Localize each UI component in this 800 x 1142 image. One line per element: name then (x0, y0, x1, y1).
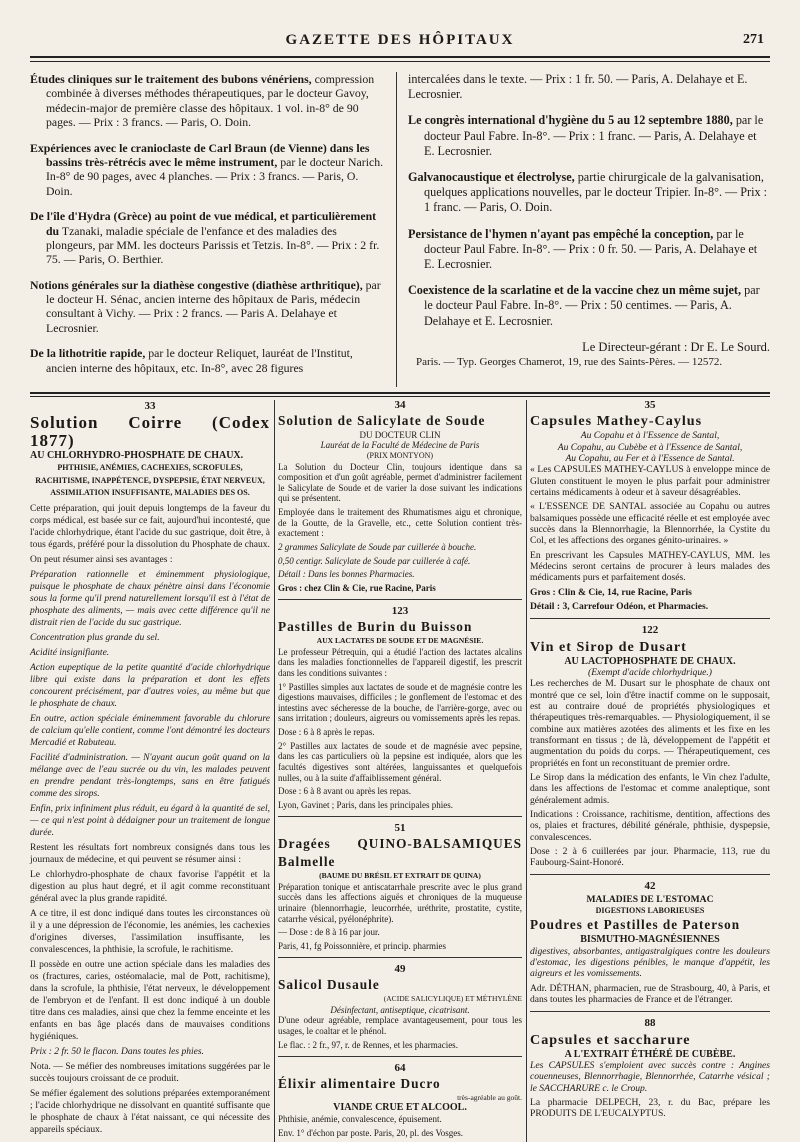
page-number: 271 (743, 32, 764, 47)
bib-entry-text: par le docteur Reliquet, lauréat de l'Institut, ancien interne des hôpitaux, etc. In-8°, avec 28 figures (46, 346, 353, 375)
ads-top-rule-thin (30, 396, 770, 397)
ad-column-divider (526, 400, 527, 1142)
ad-column-divider (274, 400, 275, 1142)
ad-note: très-agréable au goût. (457, 1092, 522, 1102)
ad-paragraph: A ce titre, il est donc indiqué dans toutes les circonstances où il y a une dépression de l'économie, les anémies, les cachexies d'origines diverses, l'assimilation insuffisante, les convalescences, la phthisie, la scrofule, le rachitisme. (30, 908, 270, 955)
ad-body (30, 503, 270, 1136)
ad-paragraph: Les recherches de M. Dusart sur le phosphate de chaux ont montré que ce sel, loin d'être inactif comme on le supposait, est au contraire doué de propriétés physiologiques et thérapeutiques très-remarquables. — Physiologiquement, il se combine aux matières azotées des aliments et les fixe en les transformant en tissus ; de là, développement de l'appétit et augmentation du poids du corps. — Thérapeutiquement, ces propriétés en font un reconstituant de premier ordre. (530, 678, 770, 769)
ad-paragraph: Paris, 41, fg Poissonnière, et princip. pharmies (278, 940, 446, 951)
bib-entry (408, 227, 770, 273)
journal-title: GAZETTE DES HÔPITAUX (285, 32, 515, 48)
ad-column-1 (30, 400, 270, 1139)
ad-paragraph: La Solution du Docteur Clin, toujours identique dans sa composition et d'un goût agréable, permet d'administrer facilement le Salicylate de Soude et de varier la dose suivant les indications qui se présentent. (278, 461, 522, 504)
ad-number: 33 (144, 400, 156, 412)
printer-line: Paris. — Typ. Georges Chamerot, 19, rue des Saints-Pères. — 12572. (416, 356, 723, 369)
ad-line: Au Copahu et à l'Essence de Santal, (580, 430, 720, 442)
bib-entry (408, 283, 770, 329)
ad-paragraph: Nota. — Se méfier des nombreuses imitations suggérées par le succès toujours croissant de ce produit. (30, 1061, 270, 1084)
ad-balmelle (278, 835, 522, 958)
ad-paragraph: Dose : 6 à 8 avant ou après les repas. (278, 786, 411, 797)
ad-column-2 (278, 400, 522, 1141)
ad-title: MALADIES DE L'ESTOMAC (586, 893, 714, 905)
ad-paragraph: Se méfier également des solutions préparées extemporanément ; l'acide chlorhydrique ne dissolvant en quantité suffisante que le phosphate de chaux à l'état naissant, ce qui nécessite des appareils spéciaux. (30, 1088, 270, 1135)
bib-entry-text: partie chirurgicale de la galvanisation, quelques applications nouvelles, par le docteur Tripier. In-8°. — Prix : 1 franc. — Paris, O. Doin. (424, 170, 768, 215)
ad-paragraph: « Les CAPSULES MATHEY-CAYLUS à enveloppe mince de Gluten constituent le moyen le plus parfait pour administrer certains médicaments à odeur et à saveur désagréables. (530, 464, 770, 498)
ad-burin (278, 618, 522, 817)
ad-paragraph: La pharmacie DELPECH, 23, r. du Bac, prépare les PRODUITS DE L'EUCALYPTUS. (530, 1097, 770, 1120)
ad-paragraph: — Dose : de 8 à 16 par jour. (278, 927, 380, 938)
ad-address: Gros : chez Clin & Cie, rue Racine, Paris (278, 582, 436, 593)
bib-entry-title: De l'île d'Hydra (Grèce) au point de vue médical, et particulièrement du (30, 209, 377, 238)
ad-paragraph: Action eupeptique de la petite quantité d'acide chlorhydrique libre qui existe dans la préparation et dont les effets concourent précisément, par d'autres voies, au même but que le phosphate de chaux. (30, 662, 270, 709)
ad-paterson (530, 894, 770, 1013)
ad-subtitle: AU CHLORHYDRO-PHOSPHATE DE CHAUX. (30, 449, 244, 461)
header-rule (30, 56, 770, 58)
bib-entry-text: par le docteur H. Sénac, ancien interne des hôpitaux de Paris, médecin consultant à Vichy. — Prix : 2 francs. — Paris A. Delahaye et Lecrosnier. (46, 277, 381, 335)
ad-paragraph: Il possède en outre une action spéciale dans les maladies des os (fractures, caries, ostéomalacie, mal de Pott, rachitisme), dans la scrofule, la phthisie, l'état nerveux, le développement de l'embryon et de l'enfant. Il est donc indiqué à un double titre dans ces maladies, ainsi que chez la femme enceinte et les enfants en bas âge placés dans de mauvaises conditions hygiéniques. (30, 959, 270, 1042)
bib-entry-text: par le docteur Narich. In-8° de 90 pages, avec 4 planches. — Prix : 3 francs. — Paris, O. Doin. (46, 154, 384, 198)
ad-paragraph: 2 grammes Salicylate de Soude par cuillerée à bouche. (278, 541, 477, 552)
ad-number: 42 (644, 880, 656, 893)
ad-subtitle: (BAUME DU BRÉSIL ET EXTRAIT DE QUINA) (319, 871, 481, 880)
ad-number: 64 (394, 1062, 406, 1075)
ad-paragraph: 2° Pastilles aux lactates de soude et de magnésie avec pepsine, dans les cas particuliers où la pepsine est indiquée, alors que les facultés digestives sont altérées, languissantes et quelquefois nulles, ou à la suite d'affaiblissement général. (278, 740, 522, 783)
bib-entry-title: Notions générales sur la diathèse congestive (diathèse arthritique), (30, 277, 363, 292)
ad-paragraph: Le flac. : 2 fr., 97, r. de Rennes, et les pharmacies. (278, 1039, 458, 1050)
bib-entry-text: par le docteur Paul Fabre. In-8°. — Prix : 1 franc. — Paris, A. Delahaye et E. Lecrosnier. (424, 113, 764, 158)
ad-paragraph: Détail : Dans les bonnes Pharmacies. (278, 569, 415, 580)
ad-number: 35 (644, 399, 656, 411)
ad-paragraph: Dose : 2 à 6 cuillerées par jour. Pharmacie, 113, rue du Faubourg-Saint-Honoré. (530, 845, 770, 869)
ad-paragraph: En outre, action spéciale éminemment favorable du chlorure de calcium qu'elle contient, comme l'ont démontré les docteurs Mercadié et Rabuteau. (30, 713, 270, 748)
ad-number: 51 (394, 822, 406, 835)
ad-subtitle: VIANDE CRUE ET ALCOOL. (333, 1102, 467, 1114)
ads-top-rule (30, 392, 770, 394)
ad-heading: Dragées QUINO-BALSAMIQUES Balmelle (278, 836, 522, 869)
ad-paragraph: Lyon, Gavinet ; Paris, dans les principales phies. (278, 799, 453, 810)
ad-paragraph: Le chlorhydro-phosphate de chaux favorise l'appétit et la digestion au plus haut degré, et il agit comme reconstituant général avec la plus grande rapidité. (30, 869, 270, 904)
ad-paragraph: Dose : 6 à 8 après le repas. (278, 727, 375, 737)
ad-indications: PHTHISIE, ANÉMIES, CACHEXIES, SCROFULES, RACHITISME, INAPPÉTENCE, DYSPEPSIE, ÉTAT NERVEUX, ASSIMILATION INSUFFISANTE, MALADIES DES OS. (35, 463, 265, 498)
bib-entry-title: De la lithotritie rapide, (30, 346, 146, 361)
bibliography-section (30, 72, 770, 387)
ad-heading: Solution Coirre (Codex 1877) (30, 412, 270, 450)
ad-line: Au Copahu, au Fer et à l'Essence de Santal. (565, 452, 735, 464)
ad-heading: Poudres et Pastilles de Paterson (530, 917, 741, 933)
ad-paragraph: Préparation rationnelle et éminemment physiologique, puisque le phosphate de chaux pénètre ainsi dans l'économie sous la forme qu'il prend naturellement lorsqu'il est à l'état de phosphate des aliments, — mais avec cette différence qu'il ne distrait rien de l'acide du suc gastrique. (30, 569, 270, 628)
ad-dusart (530, 638, 770, 876)
header-rule-thin (30, 61, 770, 62)
bib-entry-text: intercalées dans le texte. — Prix : 1 fr. 50. — Paris, A. Delahaye et E. Lecrosnier. (408, 72, 748, 102)
ad-dusaule (278, 976, 522, 1057)
ad-paragraph: Concentration plus grande du sel. (30, 632, 160, 643)
ad-heading: Pastilles de Burin du Buisson (278, 619, 473, 634)
ad-prize: (PRIX MONTYON) (366, 450, 434, 460)
ad-paragraph: Facilité d'administration. — N'ayant aucun goût quand on la mélange avec de l'eau sucrée ou du vin, les malades peuvent en prendre pendant très-longtemps, sans en être fatigués comme des sirops. (30, 752, 270, 799)
ad-paragraph: Acidité insignifiante. (30, 647, 110, 658)
bib-entry-text: compression combinée à diverses méthodes thérapeutiques, par le docteur Gavoy, médecin-major de première classe des hôpitaux. 1 vol. in-8° de 90 pages. — Prix : 3 francs. — Paris, O. Doin. (46, 72, 375, 130)
ad-paragraph: En prescrivant les Capsules MATHEY-CAYLUS, MM. les Médecins seront certains de procurer à leurs malades des médicaments purs et parfaitement dosés. (530, 549, 770, 584)
ad-paragraph: Employée dans le traitement des Rhumatismes aigu et chronique, de la Goutte, de la Gravelle, etc., cette Solution contient très-exactement : (278, 507, 522, 539)
ad-ducro (278, 1075, 522, 1139)
ad-subtitle: A L'EXTRAIT ÉTHÉRÉ DE CUBÈBE. (564, 1048, 736, 1060)
ad-salicylate (278, 412, 522, 601)
bib-entry-title: Coexistence de la scarlatine et de la vaccine chez un même sujet, (408, 283, 742, 298)
ad-paragraph: 0,50 centigr. Salicylate de Soude par cuillerée à café. (278, 555, 471, 566)
ad-paragraph: Env. 1° d'échon par poste. Paris, 20, pl. des Vosges. (278, 1127, 464, 1138)
ad-number: 34 (394, 399, 406, 411)
bib-entry-title: Persistance de l'hymen n'ayant pas empêché la conception, (408, 226, 714, 241)
ad-subtitle: DIGESTIONS LABORIEUSES (595, 906, 705, 916)
ad-heading: Élixir alimentaire Ducro (278, 1075, 441, 1091)
ad-number: 49 (394, 963, 406, 976)
bib-entry-title: Galvanocaustique et électrolyse, (408, 170, 575, 185)
ad-note: (Exempt d'acide chlorhydrique.) (588, 666, 712, 678)
bib-entry (30, 141, 385, 199)
bib-entry (408, 72, 770, 102)
column-divider (396, 72, 397, 387)
ad-number: 123 (391, 605, 409, 618)
bib-entry-title: Expériences avec le cranioclaste de Carl Braun (de Vienne) dans les bassins très-rétrécis avec le même instrument, (30, 140, 370, 169)
bib-entry (30, 346, 385, 375)
ad-note: (ACIDE SALICYLIQUE) ET MÉTHYLÈNE (383, 994, 522, 1003)
ad-subtitle: AU LACTOPHOSPHATE DE CHAUX. (564, 655, 736, 667)
bib-entry (30, 278, 385, 336)
ad-subtitle: AUX LACTATES DE SOUDE ET DE MAGNÉSIE. (316, 636, 484, 645)
ad-column-3 (530, 400, 770, 1123)
ad-heading: Capsules Mathey-Caylus (530, 413, 703, 430)
ad-address: Détail : 3, Carrefour Odéon, et Pharmacies. (530, 600, 709, 612)
bib-entry (30, 209, 385, 267)
ad-paragraph: 1° Pastilles simples aux lactates de soude et de magnésie contre les digestions mauvaises, difficiles ; le gonflement de l'estomac et des intestins avec sécheresse de la bouche, de l'arrière-gorge, avec ou sans irritation ; douleurs, aigreurs ou vomissements après les repas. (278, 681, 522, 724)
bibliography-right-column (408, 72, 770, 370)
advertisements-section (30, 400, 770, 1142)
ad-paragraph: Indications : Croissance, rachitisme, dentition, affections des os, plaies et fractures, débilité générale, phthisie, dyspepsie, convalescences. (530, 808, 770, 843)
ad-subtitle: BISMUTHO-MAGNÉSIENNES (580, 934, 720, 946)
ad-paragraph: Les CAPSULES s'emploient avec succès contre : Angines couenneuses, Blennorrhagie, Blennorrhée, Catarrhe vésical ; le SACCHARURE c. le Croup. (530, 1060, 770, 1094)
ad-heading: Capsules et saccharure (530, 1031, 691, 1048)
bib-entry-text: par le docteur Paul Fabre. In-8°. — Prix : 50 centimes. — Paris, A. Delahaye et E. Lecrosnier. (424, 283, 760, 328)
ad-number: 88 (644, 1017, 656, 1030)
ad-paragraph: « L'ESSENCE DE SANTAL associée au Copahu ou autres balsamiques possède une efficacité réelle et est employée avec succès dans la Blennorrhagie, la Blennorrhée, la Cystite du Col, et les affections des organes génito-urinaires. » (530, 501, 770, 547)
ad-paragraph: Le Sirop dans la médication des enfants, le Vin chez l'adulte, dans les affections de l'estomac et comme analeptique, sont généralement admis. (530, 771, 770, 806)
ad-paragraph: Prix : 2 fr. 50 le flacon. Dans toutes les phies. (30, 1046, 204, 1057)
ad-paragraph: On peut résumer ainsi ses avantages : (30, 554, 173, 565)
bibliography-left-column (30, 72, 385, 386)
ad-paragraph: Adr. DÉTHAN, pharmacien, rue de Strasbourg, 40, à Paris, et dans toutes les pharmacies de France et de l'étranger. (530, 982, 770, 1006)
bib-entry-text: Tzanaki, maladie spéciale de l'enfance et des maladies des plongeurs, par MM. les docteurs Parissis et Tetzis. In-8°. — Prix : 2 fr. 75. — Paris, O. Berthier. (46, 223, 380, 267)
bib-entry (408, 113, 770, 159)
ad-address: Gros : Clin & Cie, 14, rue Racine, Paris (530, 586, 692, 598)
ad-paragraph: D'une odeur agréable, remplace avantageusement, pour tous les usages, le coaltar et le phénol. (278, 1015, 522, 1036)
ad-paragraph: Cette préparation, qui jouit depuis longtemps de la faveur du corps médical, est basée sur ce fait, aujourd'hui incontesté, que l'acide chlorhydrique, étant l'acide du suc gastrique, doit être, à tous égards, préféré pour la dissolution du Phosphate de chaux. (30, 503, 270, 550)
ad-heading: Vin et Sirop de Dusart (530, 638, 687, 655)
ad-paragraph: Restent les résultats fort nombreux consignés dans tous les journaux de médecine, et qui peuvent se résumer ainsi : (30, 842, 270, 865)
director-signature: Le Directeur-gérant : Dr E. Le Sourd. (582, 339, 770, 354)
ad-number: 122 (641, 624, 659, 637)
page-header (0, 32, 800, 54)
ad-laureate: Lauréat de la Faculté de Médecine de Paris (320, 440, 480, 451)
bib-entry-title: Études cliniques sur le traitement des bubons vénériens, (30, 72, 312, 86)
ad-subtitle: Désinfectant, antiseptique, cicatrisant. (330, 1004, 470, 1015)
ad-paragraph: Enfin, prix infiniment plus réduit, eu égard à la quantité de sel, — ce qui n'est point à dédaigner pour un traitement de longue durée. (30, 803, 270, 838)
ad-paragraph: Phthisie, anémie, convalescence, épuisement. (278, 1114, 442, 1124)
ad-heading: Salicol Dusaule (278, 977, 380, 992)
bib-entry-text: par le docteur Paul Fabre. In-8°. — Prix : 0 fr. 50. — Paris, A. Delahaye et E. Lecrosnier. (424, 226, 758, 272)
ad-line: Au Copahu, au Cubèbe et à l'Essence de Santal, (557, 441, 743, 453)
bib-entry (408, 170, 770, 216)
ad-mathey (530, 412, 770, 619)
ad-paragraph: digestives, absorbantes, antigastralgiques contre les douleurs d'estomac, les digestions pénibles, le manque d'appétit, les aigreurs et les vomissements. (530, 945, 770, 980)
ad-paragraph: Le professeur Pétrequin, qui a étudié l'action des lactates alcalins dans les maladies fonctionnelles de l'appareil digestif, les prescrit dans les conditions suivantes : (278, 646, 522, 678)
ad-heading: Solution de Salicylate de Soude (278, 412, 486, 428)
bib-entry (30, 72, 385, 130)
bib-entry-title: Le congrès international d'hygiène du 5 au 12 septembre 1880, (408, 113, 733, 128)
ad-cubebe (530, 1031, 770, 1120)
ad-paragraph: Préparation tonique et antiscatarrhale prescrite avec le plus grand succès dans les affections aiguës et chroniques de la muqueuse urinaire (blennorrhagie, leucorrhée, uréthrite, prostatite, cystite, catarrhe vésical, pyélonéphrite). (278, 881, 522, 924)
ad-author: DU DOCTEUR CLIN (359, 429, 441, 440)
